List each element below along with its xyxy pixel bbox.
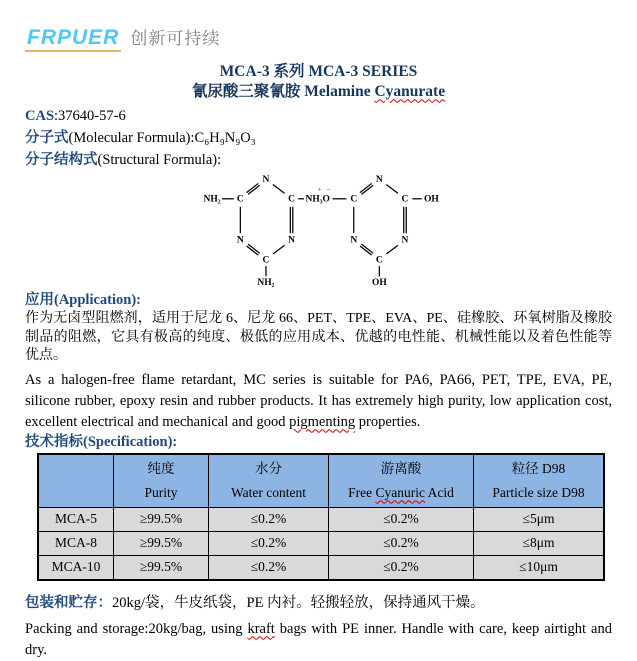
hydroxyl-group: OH bbox=[423, 194, 439, 205]
atom-c: C bbox=[236, 194, 244, 205]
cell-product: MCA-8 bbox=[38, 531, 114, 555]
col-size-en: Particle size D98 bbox=[492, 484, 585, 500]
col-water-zh: 水分 bbox=[255, 460, 282, 476]
atom-n: N bbox=[236, 235, 244, 246]
application-text-zh: 作为无卤型阻燃剂，适用于尼龙 6、尼龙 66、PET、TPE、EVA、PE、硅橡胶、环氧树脂及橡胶制品的阻燃，它具有极高的纯度、极低的应用成本、优越的电性能、机械性能以及着色性能等优点。 bbox=[25, 311, 612, 363]
cell-water: ≤0.2% bbox=[209, 555, 329, 580]
packing-text-en bbox=[25, 619, 612, 661]
table-row-mca8 bbox=[38, 531, 604, 555]
title-line2 bbox=[25, 82, 612, 102]
col-water-en: Water content bbox=[230, 484, 306, 500]
atom-c: C bbox=[287, 194, 295, 205]
title-en: Melamine bbox=[304, 82, 375, 100]
ammonium-oxide-bridge: NH₃O bbox=[304, 194, 330, 205]
spec-col-product bbox=[38, 454, 114, 508]
application-en-misspelled: pigmenting bbox=[289, 413, 356, 430]
logo-tagline: 创新可持续 bbox=[130, 29, 221, 48]
packing-en-misspelled: kraft bbox=[247, 620, 275, 637]
col-size-zh: 粒径 D98 bbox=[511, 460, 566, 476]
specification-heading: 技术指标(Specification): bbox=[25, 433, 178, 450]
cas-line bbox=[25, 105, 612, 127]
cell-size: ≤10μm bbox=[474, 555, 605, 580]
molecular-formula-label: 分子式 bbox=[25, 130, 69, 146]
molecular-formula-value: (Molecular Formula):C₆H₉N₉O₃ bbox=[68, 130, 256, 146]
header bbox=[25, 24, 612, 54]
atom-c: C bbox=[349, 194, 357, 205]
packing-heading: 包装和贮存： bbox=[25, 594, 112, 611]
cell-product: MCA-5 bbox=[38, 507, 114, 531]
cell-water: ≤0.2% bbox=[209, 507, 329, 531]
title-line1: MCA-3 系列 MCA-3 SERIES bbox=[219, 63, 418, 80]
table-row-mca5 bbox=[38, 507, 604, 531]
atom-n: N bbox=[375, 174, 383, 185]
spec-col-water bbox=[209, 454, 329, 508]
packing-en-pre: Packing and storage:20kg/bag, using bbox=[25, 620, 248, 637]
application-heading: 应用(Application): bbox=[25, 292, 141, 308]
atom-n: N bbox=[287, 235, 295, 246]
cell-size: ≤8μm bbox=[474, 531, 605, 555]
atom-n: N bbox=[262, 174, 269, 185]
structural-formula-label: 分子结构式 bbox=[25, 152, 98, 168]
cell-acid: ≤0.2% bbox=[329, 531, 474, 555]
spec-table bbox=[37, 453, 605, 581]
structure-diagram bbox=[25, 171, 612, 291]
page-title bbox=[25, 62, 612, 101]
spec-col-purity bbox=[114, 454, 209, 508]
cas-value: :37640-57-6 bbox=[54, 108, 126, 124]
cell-size: ≤5μm bbox=[474, 507, 605, 531]
cell-water: ≤0.2% bbox=[209, 531, 329, 555]
spec-col-free-acid bbox=[329, 454, 474, 508]
cell-purity: ≥99.5% bbox=[114, 507, 209, 531]
structural-formula-caption: (Structural Formula): bbox=[97, 152, 222, 168]
frpuer-logo: FRPUER bbox=[25, 27, 121, 52]
cell-purity: ≥99.5% bbox=[114, 555, 209, 580]
title-zh: 氰尿酸三聚氰胺 bbox=[191, 82, 301, 100]
application-en-pre: As a halogen-free flame retardant, MC series is suitable for PA6, PA66, PET, TPE, EVA, PE, silicone rubber, epoxy resin and rubber products. It has extremely high purity, low application cost, excellent electrical and mechanical and good bbox=[25, 371, 612, 430]
atom-c: C bbox=[262, 255, 269, 266]
col-acid-en-post: Acid bbox=[425, 484, 454, 500]
title-en-misspelled: Cyanurate bbox=[374, 82, 446, 100]
cell-product: MCA-10 bbox=[38, 555, 114, 580]
cell-acid: ≤0.2% bbox=[329, 555, 474, 580]
amine-group: NH₂ bbox=[256, 278, 275, 289]
packing-text-zh: 20kg/袋，牛皮纸袋，PE 内衬。轻搬轻放，保持通风干燥。 bbox=[112, 594, 485, 611]
amine-group: NH₂ bbox=[202, 194, 221, 205]
minus-charge: − bbox=[326, 186, 330, 194]
col-acid-en-misspelled: Cyanuric bbox=[375, 484, 425, 500]
col-acid-en bbox=[329, 481, 473, 505]
spec-header-row bbox=[38, 454, 604, 508]
atom-n: N bbox=[349, 235, 357, 246]
col-purity-zh: 纯度 bbox=[147, 460, 175, 476]
chemical-properties bbox=[25, 105, 612, 171]
atom-c: C bbox=[375, 255, 383, 266]
table-row-mca10 bbox=[38, 555, 604, 580]
cell-purity: ≥99.5% bbox=[114, 531, 209, 555]
plus-charge: + bbox=[317, 186, 322, 194]
atom-c: C bbox=[401, 194, 408, 205]
col-acid-en-pre: Free bbox=[348, 484, 376, 500]
hydroxyl-group: OH bbox=[371, 278, 387, 289]
col-purity-en: Purity bbox=[144, 484, 178, 500]
melamine-cyanurate-structure bbox=[189, 171, 449, 291]
molecular-formula-line bbox=[25, 127, 612, 149]
cell-acid: ≤0.2% bbox=[329, 507, 474, 531]
application-en-post: properties. bbox=[355, 413, 421, 430]
cas-label: CAS bbox=[25, 108, 55, 124]
atom-n: N bbox=[401, 235, 408, 246]
packing-en-post: bags with PE inner. Handle with care, keep airtight and dry. bbox=[25, 620, 612, 658]
col-acid-zh: 游离酸 bbox=[380, 460, 422, 476]
structural-formula-line bbox=[25, 149, 612, 171]
application-text-en bbox=[25, 370, 612, 433]
spec-col-particle-size bbox=[474, 454, 605, 508]
packing-line-zh bbox=[25, 593, 612, 613]
